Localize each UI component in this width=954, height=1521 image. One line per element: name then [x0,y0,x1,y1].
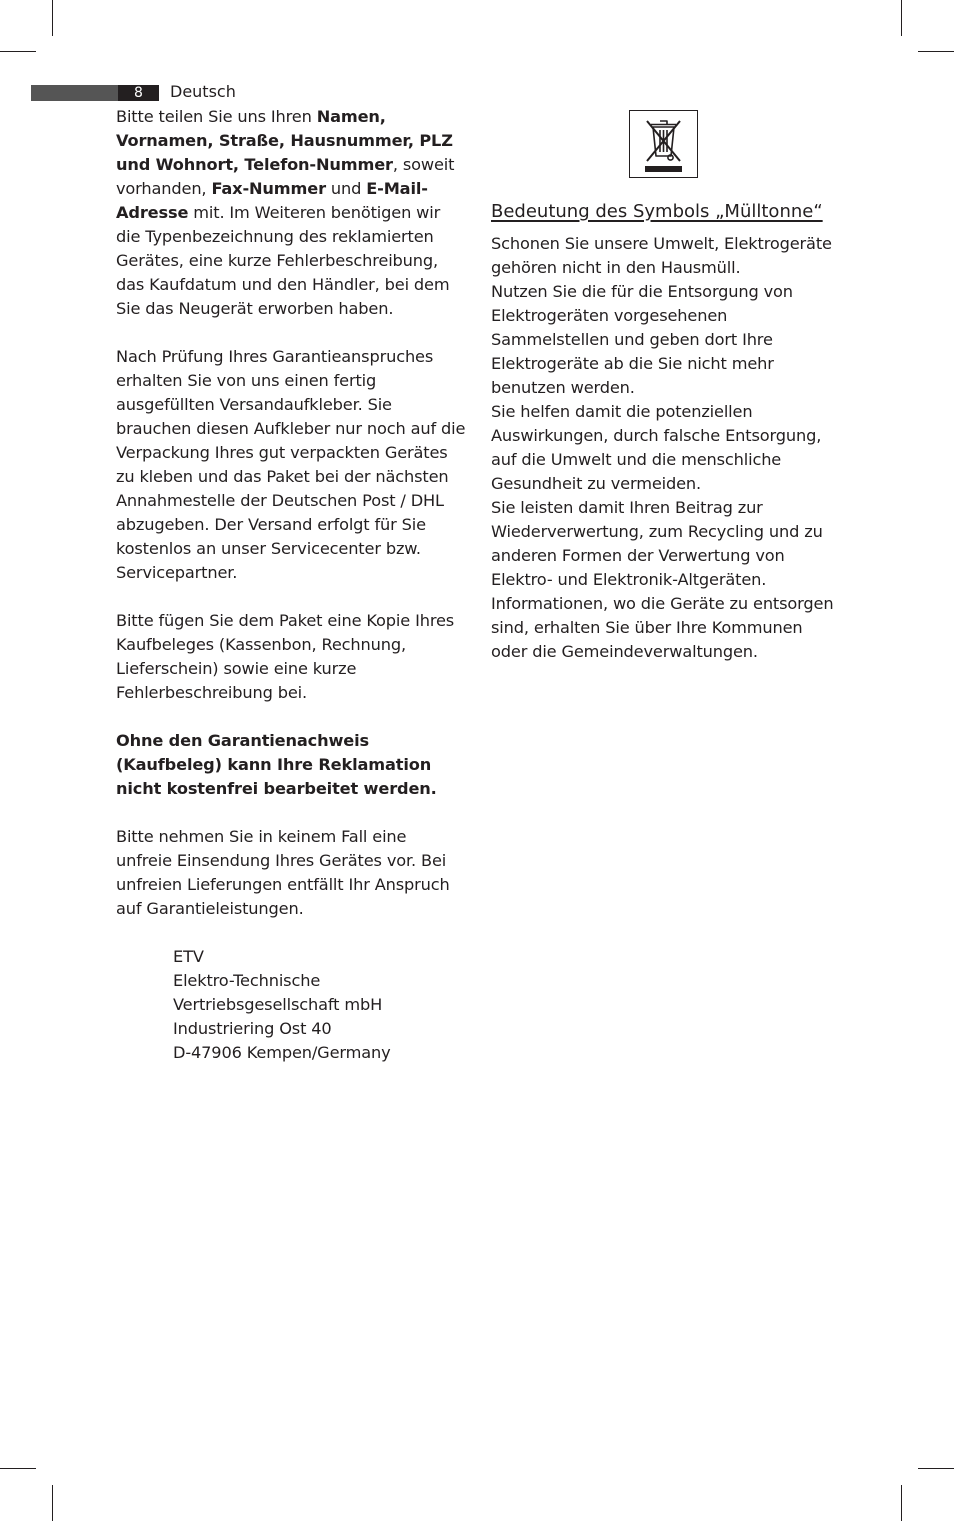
disposal-line: Schonen Sie unsere Umwelt, Elektrogeräte gehören nicht in den Hausmüll. [491,234,832,277]
contact-info-paragraph [116,105,466,321]
right-column [491,232,841,664]
left-column [116,105,466,1065]
company-address [173,945,466,1065]
crop-mark-top-right-vertical [901,0,902,36]
address-line: Vertriebsgesellschaft mbH [173,995,383,1014]
bold-text: Namen, Vornamen, Straße, Hausnummer, PLZ und Wohnort, Telefon-Nummer [116,107,453,174]
crop-mark-top-left-horizontal [0,51,36,52]
bold-text: Fax-Nummer [211,179,326,198]
receipt-copy-paragraph: Bitte fügen Sie dem Paket eine Kopie Ihres Kaufbeleges (Kassenbon, Rechnung, Lieferschein) sowie eine kurze Fehlerbeschreibung bei. [116,611,455,702]
warranty-check-paragraph: Nach Prüfung Ihres Garantieanspruches erhalten Sie von uns einen fertig ausgefüllten Versandaufkleber. Sie brauchen diesen Aufkleber nur noch auf die Verpackung Ihres gut verpackten Gerätes zu kleben und das Paket bei der nächsten Annahmestelle der Deutschen Post / DHL abzugeben. Der Versand erfolgt für Sie kostenlos an unser Servicecenter bzw. Servicepartner. [116,347,466,582]
crop-mark-bottom-left-vertical [52,1485,53,1521]
address-line: Industriering Ost 40 [173,1019,332,1038]
header-language: Deutsch [170,82,236,101]
paragraph-text: und [325,179,367,198]
weee-symbol-frame [629,110,698,178]
disposal-line: Informationen, wo die Geräte zu entsorgen sind, erhalten Sie über Ihre Kommunen oder die Gemeindeverwaltungen. [491,594,834,661]
address-line: ETV [173,947,204,966]
paragraph-text: mit. Im Weiteren benötigen wir die Typenbezeichnung des reklamierten Gerätes, eine kurze Fehlerbeschreibung, das Kaufdatum und den Händler, bei dem Sie das Neugerät erworben haben. [116,203,450,318]
crop-mark-top-left-vertical [52,0,53,36]
crop-mark-bottom-left-horizontal [0,1468,36,1469]
address-line: Elektro-Technische [173,971,321,990]
crop-mark-bottom-right-vertical [901,1485,902,1521]
disposal-line: Sie leisten damit Ihren Beitrag zur Wiederverwertung, zum Recycling und zu anderen Formen der Verwertung von Elektro- und Elektronik-Altgeräten. [491,498,823,589]
bold-text: Ohne den Garantienachweis (Kaufbeleg) kann Ihre Reklamation nicht kostenfrei bearbeitet werden. [116,731,437,798]
crop-mark-top-right-horizontal [918,51,954,52]
paragraph-text: Bitte teilen Sie uns Ihren [116,107,317,126]
crop-mark-bottom-right-horizontal [918,1468,954,1469]
disposal-line: Sie helfen damit die potenziellen Auswirkungen, durch falsche Entsorgung, auf die Umwelt und die menschliche Gesundheit zu vermeiden. [491,402,822,493]
section-heading: Bedeutung des Symbols „Mülltonne“ [491,201,823,222]
warning-paragraph [116,729,466,801]
bold-text: E-Mail-Adresse [116,179,428,222]
page-number: 8 [118,85,159,101]
shipping-paragraph: Bitte nehmen Sie in keinem Fall eine unfreie Einsendung Ihres Gerätes vor. Bei unfreien Lieferungen entfällt Ihr Anspruch auf Garantieleistungen. [116,827,450,918]
crossed-out-wheelie-bin-icon [630,111,697,177]
disposal-line: Nutzen Sie die für die Entsorgung von Elektrogeräten vorgesehenen Sammelstellen und geben dort Ihre Elektrogeräte ab die Sie nicht mehr benutzen werden. [491,282,793,397]
paragraph-text: , soweit vorhanden, [116,155,455,198]
address-line: D-47906 Kempen/Germany [173,1043,391,1062]
